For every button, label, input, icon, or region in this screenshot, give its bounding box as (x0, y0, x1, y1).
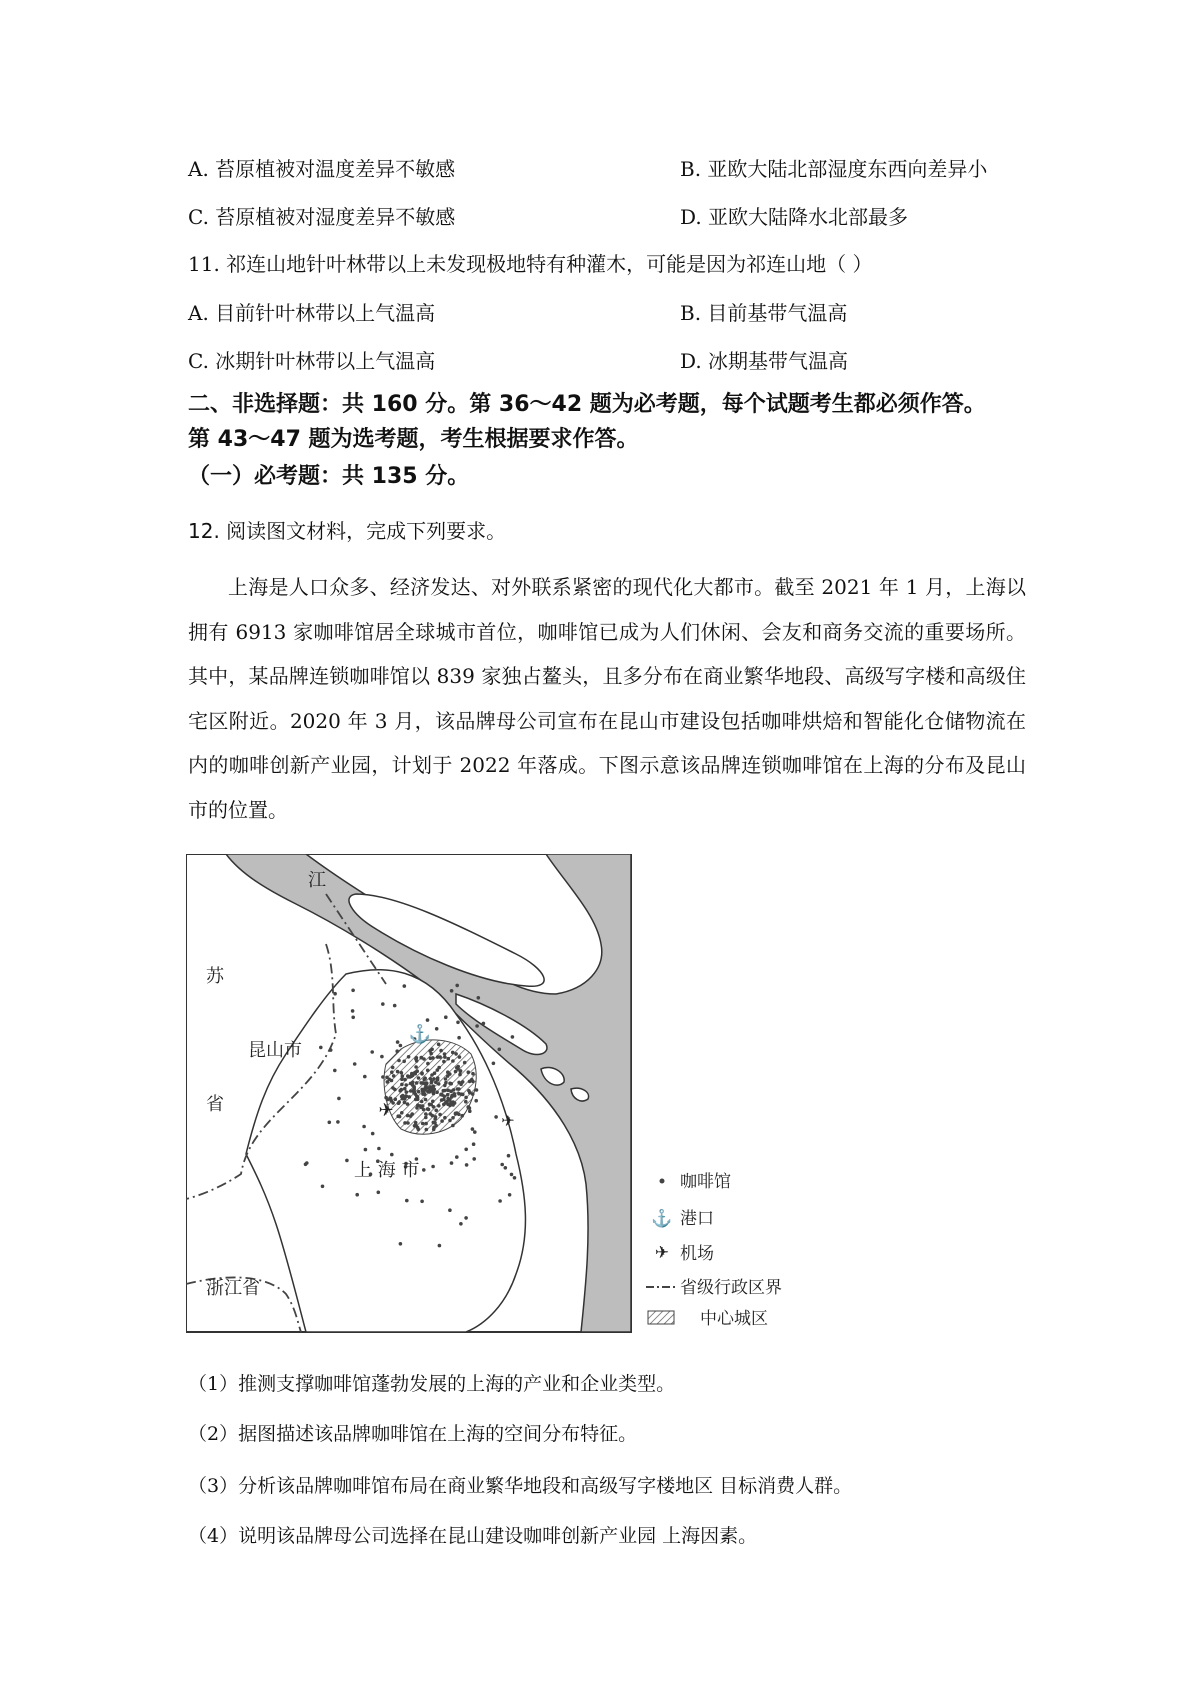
cafe-dot (450, 989, 454, 993)
cafe-distribution-map (186, 854, 836, 1334)
q12-material: 上海是人口众多、经济发达、对外联系紧密的现代化大都市。截至 2021 年 1 月，上海以拥有 6913 家咖啡馆居全球城市首位，咖啡馆已成为人们休闲、会友和商务交流的重要场所。其中，某品牌连锁咖啡馆以 839 家独占鳌头，且多分布在商业繁华地段、高级写字楼和高级住宅区附近。2020 年 3 月，该品牌母公司宣布在昆山市建设包括咖啡烘焙和智能化仓储物流在内的咖啡创新产业园，计划于 2022 年落成。下图示意该品牌连锁咖啡馆在上海的分布及昆山市的位置。 (188, 575, 1026, 822)
cafe-dot (440, 1119, 444, 1123)
cafe-dot (398, 1115, 402, 1119)
cafe-dot (386, 1080, 390, 1084)
q12-subquestion-1: （1）推测支撑咖啡馆蓬勃发展的上海的产业和企业类型。 (188, 1373, 676, 1395)
q11-option-d: D. 冰期基带气温高 (680, 349, 849, 373)
cafe-dot (403, 1121, 407, 1125)
cafe-dot (431, 1165, 435, 1169)
section2-heading-line1: 二、非选择题：共 160 分。第 36～42 题为必考题，每个试题考生都必须作答。 (188, 392, 986, 417)
cafe-dot (454, 1052, 458, 1056)
cafe-dot (444, 1101, 448, 1105)
cafe-dot (434, 1081, 438, 1085)
cafe-dot (434, 1115, 438, 1119)
cafe-dot (482, 1022, 486, 1026)
cafe-dot (355, 1193, 359, 1197)
cafe-dot (422, 1168, 426, 1172)
cafe-dot (413, 1124, 417, 1128)
section2-subheading: （一）必考题：共 135 分。 (188, 464, 470, 489)
cafe-dot (397, 1101, 401, 1105)
map-legend (646, 1172, 782, 1329)
cafe-dot (397, 1059, 401, 1063)
q11-option-a: A. 目前针叶林带以上气温高 (188, 301, 436, 325)
cafe-dot (459, 1069, 463, 1073)
cafe-dot (471, 1072, 475, 1076)
cafe-dot (450, 1161, 454, 1165)
cafe-dot (333, 992, 337, 996)
legend-airport-icon: ✈ (654, 1243, 670, 1263)
q10-option-a: A. 苔原植被对温度差异不敏感 (188, 157, 456, 181)
cafe-dot (410, 1072, 414, 1076)
cafe-dot (415, 1081, 419, 1085)
cafe-dot (424, 1098, 428, 1102)
cafe-dot (415, 1094, 419, 1098)
cafe-dot (477, 996, 481, 1000)
cafe-dot (436, 1076, 440, 1080)
cafe-dot (463, 1061, 467, 1065)
cafe-dot (430, 1073, 434, 1077)
port-icon: ⚓ (408, 1024, 432, 1045)
cafe-dot (440, 1098, 444, 1102)
cafe-dot (455, 984, 459, 988)
q10-option-d: D. 亚欧大陆降水北部最多 (680, 205, 909, 229)
cafe-dot (498, 1199, 502, 1203)
cafe-dot (400, 1088, 404, 1092)
cafe-dot (440, 1093, 444, 1097)
cafe-dot (426, 1069, 430, 1073)
cafe-dot (429, 1057, 433, 1061)
cafe-dot (412, 1091, 416, 1095)
cafe-dot (460, 1114, 464, 1118)
cafe-dot (444, 1077, 448, 1081)
cafe-dot (395, 1049, 399, 1053)
cafe-dot (464, 1148, 468, 1152)
q10-option-b: B. 亚欧大陆北部湿度东西向差异小 (680, 157, 988, 181)
label-kunshan: 昆山市 (248, 1040, 302, 1061)
section2-heading-line2: 第 43～47 题为选考题，考生根据要求作答。 (188, 427, 639, 452)
cafe-dot (446, 1089, 450, 1093)
cafe-dot (471, 1127, 475, 1131)
cafe-dot (439, 1049, 443, 1053)
cafe-dot (454, 1070, 458, 1074)
cafe-dot (391, 1066, 395, 1070)
cafe-dot (414, 1057, 418, 1061)
cafe-dot (450, 1094, 454, 1098)
cafe-dot (444, 1015, 448, 1019)
cafe-dot (400, 1071, 404, 1075)
cafe-dot (421, 1104, 425, 1108)
cafe-dot (492, 1062, 496, 1066)
cafe-dot (443, 1052, 447, 1056)
cafe-dot (448, 1082, 452, 1086)
cafe-dot (474, 1099, 478, 1103)
cafe-dot (471, 1080, 475, 1084)
cafe-dot (446, 1070, 450, 1074)
cafe-dot (443, 1089, 447, 1093)
label-su: 苏 (206, 966, 224, 987)
q12-stem: 12. 阅读图文材料，完成下列要求。 (188, 519, 507, 543)
cafe-dot (447, 1057, 451, 1061)
cafe-dot (465, 1163, 469, 1167)
q11-stem: 11. 祁连山地针叶林带以上未发现极地特有种灌木，可能是因为祁连山地（ ） (188, 252, 873, 276)
cafe-dot (417, 1090, 421, 1094)
cafe-dot (406, 1102, 410, 1106)
cafe-dot (436, 1068, 440, 1072)
label-jiang: 江 (308, 870, 326, 891)
cafe-dot (329, 1048, 333, 1052)
cafe-dot (448, 1208, 452, 1212)
cafe-dot (498, 1048, 502, 1052)
cafe-dot (457, 1036, 461, 1040)
cafe-dot (435, 1090, 439, 1094)
cafe-dot (396, 1040, 400, 1044)
cafe-dot (426, 1107, 430, 1111)
cafe-dot (393, 1004, 397, 1008)
cafe-dot (429, 1112, 433, 1116)
cafe-dot (364, 1148, 368, 1152)
cafe-dot (438, 1244, 442, 1248)
q11-option-b: B. 目前基带气温高 (680, 301, 848, 325)
cafe-dot (407, 1055, 411, 1059)
cafe-dot (510, 1173, 514, 1177)
cafe-dot (504, 1166, 508, 1170)
cafe-dot (406, 1074, 410, 1078)
cafe-dot (442, 1060, 446, 1064)
cafe-dot (422, 1108, 426, 1112)
cafe-dot (472, 1142, 476, 1146)
cafe-dot (402, 1060, 406, 1064)
cafe-dot (377, 1147, 381, 1151)
cafe-dot (434, 1109, 438, 1113)
legend-port: 港口 (680, 1209, 714, 1229)
cafe-dot (437, 1043, 441, 1047)
cafe-dot (405, 1094, 409, 1098)
cafe-dot (394, 1097, 398, 1101)
cafe-dot (448, 1119, 452, 1123)
cafe-dot (396, 1070, 400, 1074)
cafe-dot (381, 1075, 385, 1079)
cafe-dot (446, 1093, 450, 1097)
q12-subquestion-2: （2）据图描述该品牌咖啡馆在上海的空间分布特征。 (188, 1423, 638, 1445)
cafe-dot (454, 1112, 458, 1116)
cafe-dot (436, 1055, 440, 1059)
cafe-dot (456, 1021, 460, 1025)
cafe-dot (472, 1157, 476, 1161)
cafe-dot (414, 1065, 418, 1069)
cafe-dot (403, 1087, 407, 1091)
cafe-dot (417, 1128, 421, 1132)
cafe-dot (429, 1103, 433, 1107)
cafe-dot (336, 1120, 340, 1124)
cafe-dot (423, 1076, 427, 1080)
q12-subquestion-3: （3）分析该品牌咖啡馆布局在商业繁华地段和高级写字楼地区 目标消费人群。 (188, 1475, 853, 1497)
legend-boundary: 省级行政区界 (680, 1278, 782, 1298)
cafe-dot (415, 1106, 419, 1110)
legend-port-icon: ⚓ (651, 1209, 673, 1229)
cafe-dot (380, 1055, 384, 1059)
cafe-dot (475, 1088, 479, 1092)
cafe-dot (507, 1154, 511, 1158)
legend-cafe-icon (660, 1179, 665, 1184)
cafe-dot (500, 1163, 504, 1167)
cafe-dot (403, 984, 407, 988)
cafe-dot (400, 1083, 404, 1087)
label-shanghai: 上 海 市 (354, 1160, 420, 1181)
cafe-dot (421, 1122, 425, 1126)
cafe-dot (419, 1056, 423, 1060)
cafe-dot (392, 1074, 396, 1078)
cafe-dot (435, 1027, 439, 1031)
q10-option-c: C. 苔原植被对湿度差异不敏感 (188, 205, 456, 229)
cafe-dot (432, 1128, 436, 1132)
cafe-dot (511, 1035, 515, 1039)
legend-center-icon (648, 1311, 674, 1324)
cafe-dot (406, 1114, 410, 1118)
cafe-dot (424, 1112, 428, 1116)
cafe-dot (453, 1101, 457, 1105)
cafe-dot (333, 1069, 337, 1073)
cafe-dot (385, 1076, 389, 1080)
cafe-dot (399, 1044, 403, 1048)
legend-airport: 机场 (680, 1244, 714, 1264)
cafe-dot (351, 1016, 355, 1020)
cafe-dot (430, 1087, 434, 1091)
cafe-dot (494, 1115, 498, 1119)
cafe-dot (467, 1105, 471, 1109)
cafe-dot (430, 1080, 434, 1084)
cafe-dot (458, 1073, 462, 1077)
cafe-dot (421, 1081, 425, 1085)
cafe-dot (381, 1002, 385, 1006)
cafe-dot (409, 1089, 413, 1093)
cafe-dot (475, 1024, 479, 1028)
cafe-dot (455, 1155, 459, 1159)
cafe-dot (414, 1121, 418, 1125)
cafe-dot (401, 1097, 405, 1101)
cafe-dot (426, 1018, 430, 1022)
cafe-dot (420, 1071, 424, 1075)
cafe-dot (424, 1122, 428, 1126)
cafe-dot (412, 1085, 416, 1089)
cafe-dot (513, 1176, 517, 1180)
cafe-dot (353, 1062, 357, 1066)
cafe-dot (390, 1070, 394, 1074)
cafe-dot (321, 1185, 325, 1189)
cafe-dot (403, 1101, 407, 1105)
cafe-dot (458, 1055, 462, 1059)
cafe-dot (405, 1090, 409, 1094)
cafe-dot (456, 1087, 460, 1091)
cafe-dot (459, 1222, 463, 1226)
legend-cafe: 咖啡馆 (680, 1172, 731, 1192)
cafe-dot (411, 1081, 415, 1085)
cafe-dot (390, 1153, 394, 1157)
cafe-dot (420, 1200, 424, 1204)
cafe-dot (443, 1055, 447, 1059)
cafe-dot (423, 1093, 427, 1097)
cafe-dot (417, 1076, 421, 1080)
cafe-dot (437, 1104, 441, 1108)
cafe-dot (420, 1100, 424, 1104)
cafe-dot (405, 1199, 409, 1203)
cafe-dot (464, 1216, 468, 1220)
cafe-dot (455, 1066, 459, 1070)
airport-icon: ✈ (378, 1100, 394, 1121)
cafe-dot (464, 1100, 468, 1104)
cafe-dot (438, 1113, 442, 1117)
airport-icon: ✈ (501, 1111, 515, 1130)
legend-center: 中心城区 (700, 1309, 768, 1329)
cafe-dot (432, 1121, 436, 1125)
cafe-dot (451, 1116, 455, 1120)
cafe-dot (400, 1111, 404, 1115)
cafe-dot (351, 1009, 355, 1013)
cafe-dot (404, 1083, 408, 1087)
cafe-dot (451, 1059, 455, 1063)
cafe-dot (408, 1095, 412, 1099)
cafe-dot (444, 1081, 448, 1085)
cafe-dot (328, 1121, 332, 1125)
cafe-dot (461, 1080, 465, 1084)
cafe-dot (473, 1130, 477, 1134)
cafe-dot (363, 1075, 367, 1079)
cafe-dot (345, 1159, 349, 1163)
cafe-dot (508, 1193, 512, 1197)
cafe-dot (403, 1078, 407, 1082)
cafe-dot (457, 1081, 461, 1085)
cafe-dot (443, 1116, 447, 1120)
cafe-dot (399, 1242, 403, 1246)
cafe-dot (416, 1098, 420, 1102)
cafe-dot (351, 989, 355, 993)
label-zhejiang: 浙江省 (206, 1278, 260, 1299)
cafe-dot (401, 1074, 405, 1078)
cafe-dot (451, 1124, 455, 1128)
cafe-dot (304, 1163, 308, 1167)
cafe-dot (319, 1046, 323, 1050)
q12-subquestion-4: （4）说明该品牌母公司选择在昆山建设咖啡创新产业园 上海因素。 (188, 1525, 758, 1547)
cafe-dot (428, 1049, 432, 1053)
cafe-dot (424, 1083, 428, 1087)
cafe-dot (446, 1074, 450, 1078)
cafe-dot (471, 1092, 475, 1096)
cafe-dot (425, 1128, 429, 1132)
cafe-dot (467, 1070, 471, 1074)
cafe-dot (377, 1191, 381, 1195)
cafe-dot (420, 1088, 424, 1092)
cafe-dot (424, 1116, 428, 1120)
cafe-dot (451, 1051, 455, 1055)
cafe-dot (426, 1062, 430, 1066)
q11-option-c: C. 冰期针叶林带以上气温高 (188, 349, 436, 373)
cafe-dot (431, 1100, 435, 1104)
cafe-dot (468, 1080, 472, 1084)
cafe-dot (401, 1094, 405, 1098)
cafe-dot (391, 1086, 395, 1090)
cafe-dot (362, 1125, 366, 1129)
label-sheng: 省 (206, 1094, 224, 1115)
cafe-dot (468, 1109, 472, 1113)
cafe-dot (370, 1050, 374, 1054)
cafe-dot (460, 1092, 464, 1096)
cafe-dot (337, 1097, 341, 1101)
cafe-dot (371, 1132, 375, 1136)
cafe-dot (409, 1114, 413, 1118)
cafe-dot (464, 1096, 468, 1100)
cafe-dot (384, 1096, 388, 1100)
cafe-dot (413, 1071, 417, 1075)
